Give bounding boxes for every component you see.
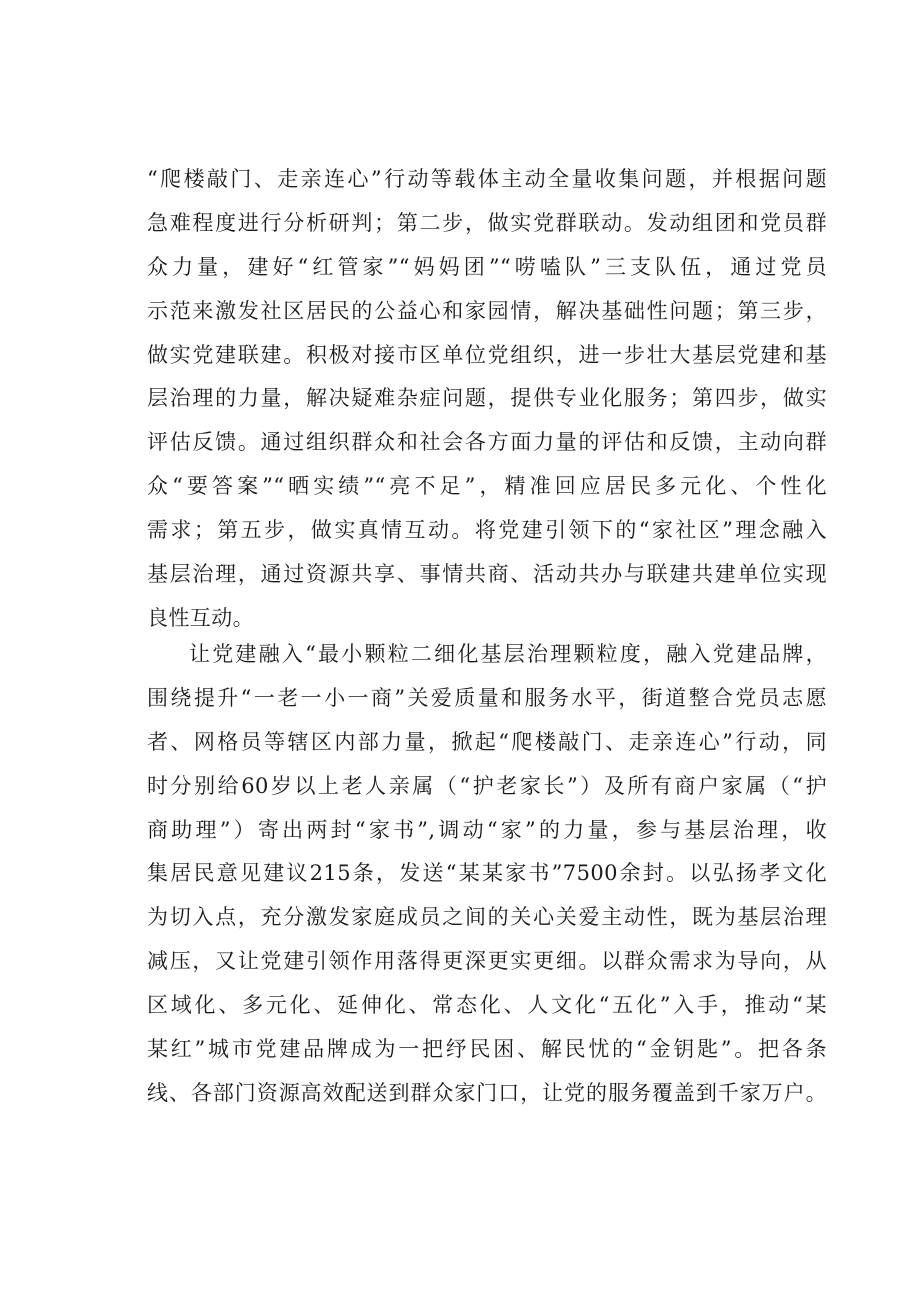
text-line: 需求；第五步，做实真情互动。将党建引领下的“家社区”理念融入 <box>147 518 827 543</box>
text-line: 商助理”）寄出两封“家书”,调动“家”的力量，参与基层治理，收 <box>147 817 827 842</box>
text-line: 某红”城市党建品牌成为一把纾民困、解民忧的“金钥匙”。把各条 <box>147 1037 827 1062</box>
text-line: 示范来激发社区居民的公益心和家园情，解决基础性问题；第三步， <box>147 298 827 323</box>
text-line: 集居民意见建议215条，发送“某某家书”7500余封。以弘扬孝文化 <box>147 861 827 886</box>
text-line: 围绕提升“一老一小一商”关爱质量和服务水平，街道整合党员志愿 <box>147 685 827 710</box>
text-line: 评估反馈。通过组织群众和社会各方面力量的评估和反馈，主动向群 <box>147 430 827 455</box>
text-line: 减压，又让党建引领作用落得更深更实更细。以群众需求为导向，从 <box>147 949 827 974</box>
paragraph-1 <box>147 158 827 641</box>
paragraph-2 <box>147 633 827 1116</box>
text-line: 众“要答案”“晒实绩”“亮不足”，精准回应居民多元化、个性化 <box>147 474 827 499</box>
text-line: 急难程度进行分析研判；第二步，做实党群联动。发动组团和党员群 <box>147 210 827 235</box>
text-line: 良性互动。 <box>147 605 254 630</box>
text-line: 做实党建联建。积极对接市区单位党组织，进一步壮大基层党建和基 <box>147 342 827 367</box>
text-line: 线、各部门资源高效配送到群众家门口，让党的服务覆盖到千家万户。 <box>147 1080 827 1105</box>
text-line: “爬楼敲门、走亲连心”行动等载体主动全量收集问题，并根据问题 <box>147 167 827 191</box>
text-line: 基层治理，通过资源共享、事情共商、活动共办与联建共建单位实现 <box>147 562 827 587</box>
text-line: 众力量，建好“红管家”“妈妈团”“唠嗑队”三支队伍，通过党员 <box>147 254 827 279</box>
text-line: 层治理的力量，解决疑难杂症问题，提供专业化服务；第四步，做实 <box>147 386 827 411</box>
text-line: 让党建融入“最小颗粒二细化基层治理颗粒度，融入党建品牌， <box>189 642 827 666</box>
text-line: 时分别给60岁以上老人亲属（“护老家长”）及所有商户家属（“护 <box>147 773 827 798</box>
text-line: 区域化、多元化、延伸化、常态化、人文化“五化”入手，推动“某 <box>147 993 827 1018</box>
text-line: 者、网格员等辖区内部力量，掀起“爬楼敲门、走亲连心”行动，同 <box>147 729 827 754</box>
text-line: 为切入点，充分激发家庭成员之间的关心关爱主动性，既为基层治理 <box>147 905 827 930</box>
